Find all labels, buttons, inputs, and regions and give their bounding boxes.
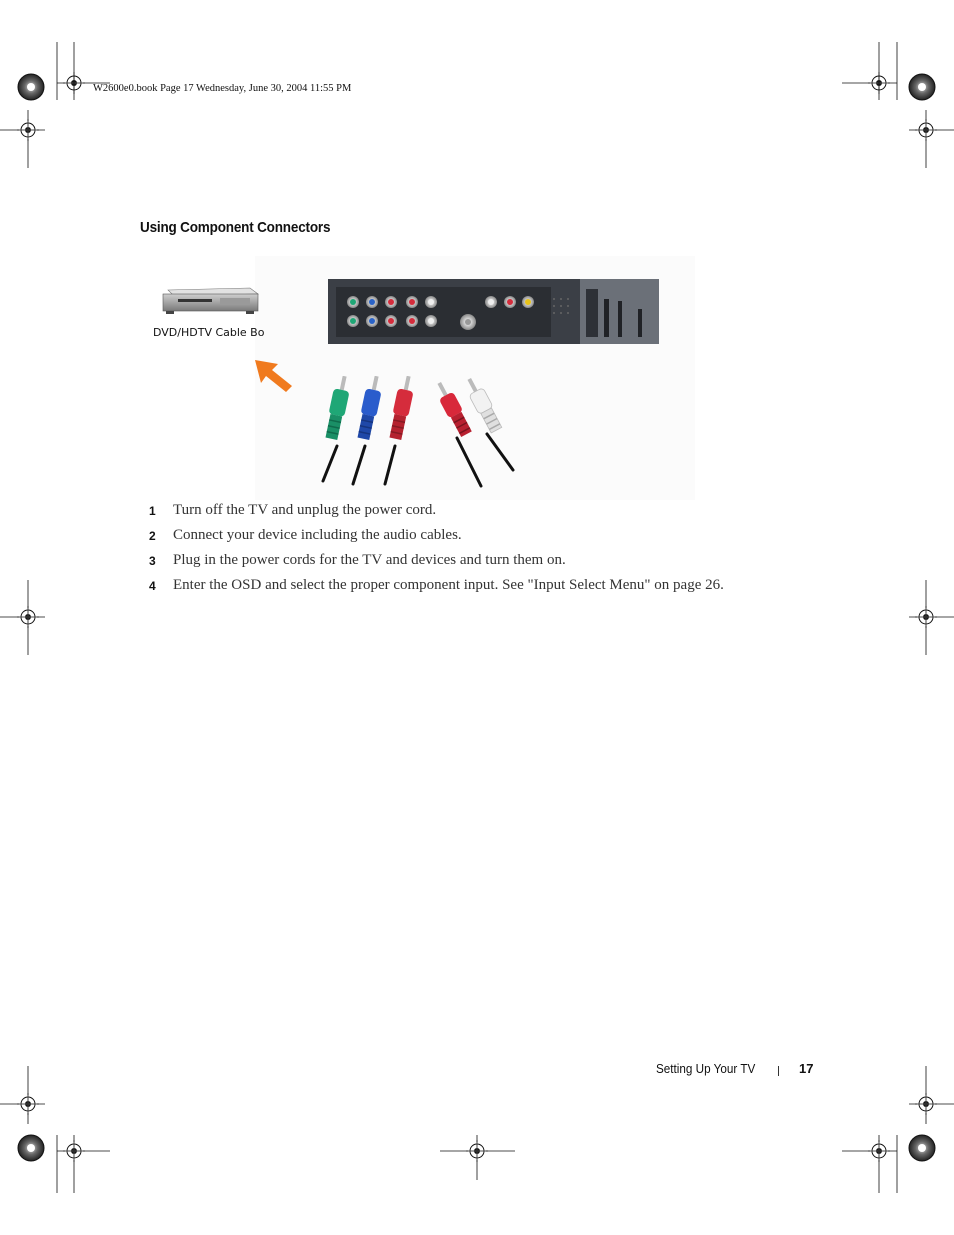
crosshair-icon [915,606,937,628]
registration-star-icon [18,1135,44,1161]
registration-star-icon [909,74,935,100]
registration-star-icon [18,74,44,100]
page-number: 17 [799,1061,814,1076]
crosshair-icon [17,1093,39,1115]
step-text: Enter the OSD and select the proper component input. See "Input Select Menu" on page 26. [173,577,724,593]
footer-section-title: Setting Up Your TV [656,1061,756,1076]
section-heading: Using Component Connectors [140,219,331,236]
step-text: Turn off the TV and unplug the power cord. [173,502,437,518]
dvd-player-icon [160,284,262,318]
crosshair-icon [63,1140,85,1162]
footer-divider [778,1066,779,1076]
step-number: 2 [149,529,156,543]
crosshair-icon [915,1093,937,1115]
registration-star-icon [909,1135,935,1161]
crosshair-icon [17,119,39,141]
step-number: 4 [149,579,156,593]
crosshair-icon [17,606,39,628]
crosshair-icon [868,1140,890,1162]
crosshair-icon [466,1140,488,1162]
step-text: Connect your device including the audio cables. [173,527,462,543]
crosshair-icon [915,119,937,141]
step-text: Plug in the power cords for the TV and devices and turn them on. [173,552,566,568]
tv-connector-panel [328,279,659,344]
print-slug-line: W2600e0.book Page 17 Wednesday, June 30, 2004 11:55 PM [93,83,352,94]
step-number: 3 [149,554,156,568]
step-number: 1 [149,504,156,518]
rca-cables-icon [315,376,525,491]
arrow-icon [252,358,296,394]
device-caption: DVD/HDTV Cable Bo [153,326,265,339]
